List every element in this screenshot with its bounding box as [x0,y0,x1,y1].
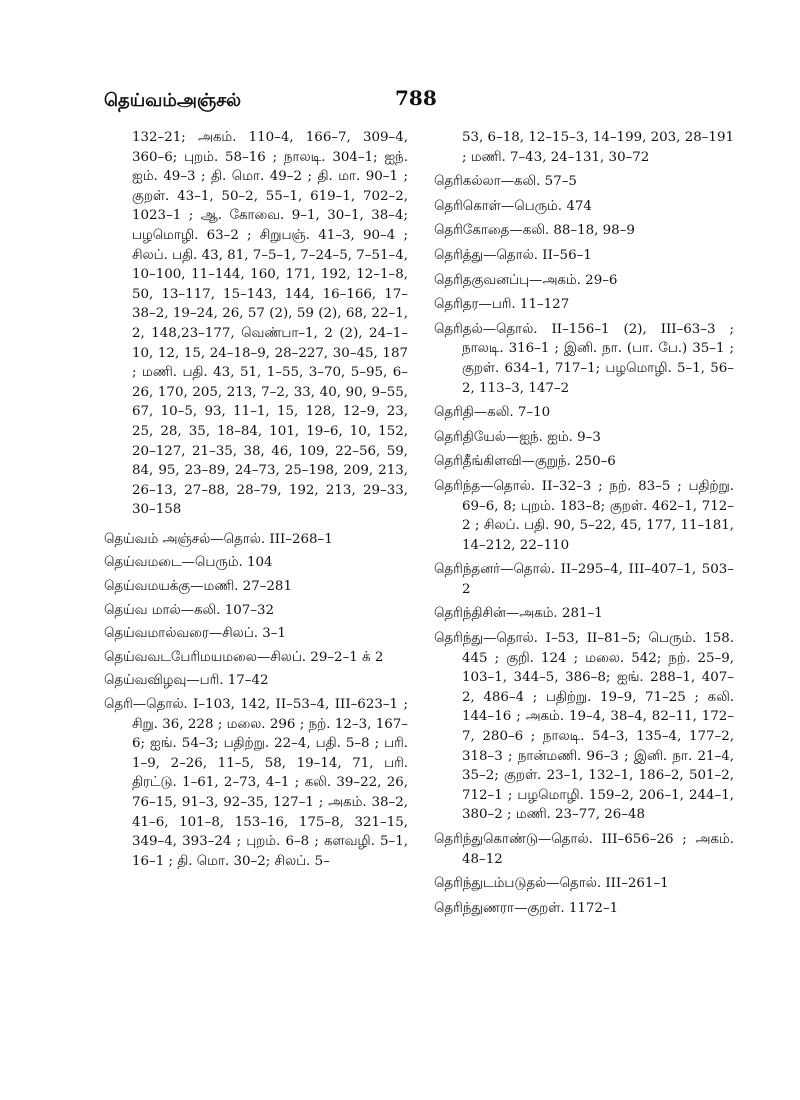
left-column [104,128,408,875]
index-entry: தெரிந்திசின்—அகம். 281–1 [434,606,603,622]
page-number: 788 [395,86,437,110]
index-entry: தெய்வமடை—பெரும். 104 [104,555,273,571]
index-entry: தெரிந்துகொண்டு—தொல். III–656–26 ; அகம். 48–12 [434,832,734,867]
index-entry: தெய்வம் அஞ்சல்—தொல். III–268–1 [104,531,333,547]
index-entry: தெய்வமால்வரை—சிலப். 3–1 [104,626,286,642]
index-entry: தெரிந்தனர்—தொல். II–295–4, III–407–1, 503–2 [434,562,734,597]
index-entry: 132–21; அகம். 110–4, 166–7, 309–4, 360–6; புறம். 58–16 ; நாலடி. 304–1; ஐந். ஐம். 49–3 ; தி. மொ. 49–2 ; தி. மா. 90–1 ; குறள். 43–1, 50–2, 55–1, 619–1, 702–2, 1023–1 ; ஆ. கோவை. 9–1, 30–1, 38–4; பழமொழி. 63–2 ; சிறுபஞ். 41–3, 90–4 ; சிலப். பதி. 43, 81, 7–5–1, 7–24–5, 7–51–4, 10–100, 11–144, 160, 171, 192, 12–1–8, 50, 13–117, 15–143, 144, 16–166, 17–38–2, 19–24, 26, 57 (2), 59 (2), 68, 22–1, 2, 148,23–177, வெண்பா–1, 2 (2), 24–1–10, 12, 15, 24–18–9, 28–227, 30–45, 187 ; மணி. பதி. 43, 51, 1–55, 3–70, 5–95, 6–26, 170, 205, 213, 7–2, 33, 40, 90, 9–55, 67, 10–5, 93, 11–1, 15, 128, 12–9, 23, 25, 28, 35, 18–84, 101, 19–6, 10, 152, 20–127, 21–35, 38, 46, 109, 22–56, 59, 84, 95, 23–89, 24–73, 25–198, 209, 213, 26–13, 27–88, 28–79, 192, 213, 29–33, 30–158 [132,130,408,518]
index-entry: தெரிதல்—தொல். II–156–1 (2), III–63–3 ; நாலடி. 316–1 ; இனி. நா. (பா. பே.) 35–1 ; குறள். 634–1, 717–1; பழமொழி. 5–1, 56–2, 113–3, 147–2 [434,321,734,396]
index-entry: தெய்வ மால்—கலி. 107–32 [104,602,274,618]
running-head-word: தெய்வம்அஞ்சல் [104,90,242,111]
index-entry: தெரித்து—தொல். II–56–1 [434,247,592,263]
index-entry: தெரி—தொல். I–103, 142, II–53–4, III–623–1 ; சிறு. 36, 228 ; மலை. 296 ; நற். 12–3, 167–6; ஐங். 54–3; பதிற்று. 22–4, பதி. 5–8 ; பரி. 1–9, 2–26, 11–5, 58, 19–14, 71, பரி. திரட்டு. 1–61, 2–73, 4–1 ; கலி. 39–22, 26, 76–15, 91–3, 92–35, 127–1 ; அகம். 38–2, 41–6, 101–8, 153–16, 175–8, 321–15, 349–4, 393–24 ; புறம். 6–8 ; களவழி. 5–1, 16–1 ; தி. மொ. 30–2; சிலப். 5– [104,697,408,869]
index-entry: தெய்வவடபேரிமயமலை—சிலப். 29–2–1 க் 2 [104,649,384,665]
index-entry: தெரிகோதை—கலி. 88–18, 98–9 [434,223,635,239]
index-entry: 53, 6–18, 12–15–3, 14–199, 203, 28–191 ; மணி. 7–43, 24–131, 30–72 [462,130,734,165]
index-entry: தெய்வமயக்கு—மணி. 27–281 [104,579,292,595]
index-entry: தெரிதி—கலி. 7–10 [434,405,551,421]
right-column [434,128,734,923]
index-entry: தெரிதியேல்—ஐந். ஐம். 9–3 [434,429,601,445]
index-entry: தெய்வவிழவு—பரி. 17–42 [104,673,269,689]
index-entry: தெரிந்த—தொல். II–32–3 ; நற். 83–5 ; பதிற்று. 69–6, 8; புறம். 183–8; குறள். 462–1, 712–2 ; சிலப். பதி. 90, 5–22, 45, 177, 11–181, 14–212, 22–110 [434,478,734,553]
index-entry: தெரிதர—பரி. 11–127 [434,297,570,313]
index-entry: தெரிதீங்கிளவி—குறுந். 250–6 [434,454,616,470]
index-entry: தெரிந்துணரா—குறள். 1172–1 [434,900,619,916]
index-entry: தெரிந்து—தொல். I–53, II–81–5; பெரும். 158. 445 ; குறி. 124 ; மலை. 542; நற். 25–9, 103–1, 344–5, 386–8; ஐங். 288–1, 407–2, 486–4 ; பதிற்று. 19–9, 71–25 ; கலி. 144–16 ; அகம். 19–4, 38–4, 82–11, 172–7, 280–6 ; நாலடி. 54–3, 135–4, 177–2, 318–3 ; நான்மணி. 96–3 ; இனி. நா. 21–4, 35–2; குறள். 23–1, 132–1, 186–2, 501–2, 712–1 ; பழமொழி. 159–2, 206–1, 244–1, 380–2 ; மணி. 23–77, 26–48 [434,631,734,823]
index-entry: தெரிகொள்—பெரும். 474 [434,198,592,214]
index-entry: தெரிகல்லா—கலி. 57–5 [434,174,577,190]
index-entry: தெரிதகுவனப்பு—அகம். 29–6 [434,272,618,288]
index-entry: தெரிந்துடம்படுதல்—தொல். III–261–1 [434,876,669,892]
